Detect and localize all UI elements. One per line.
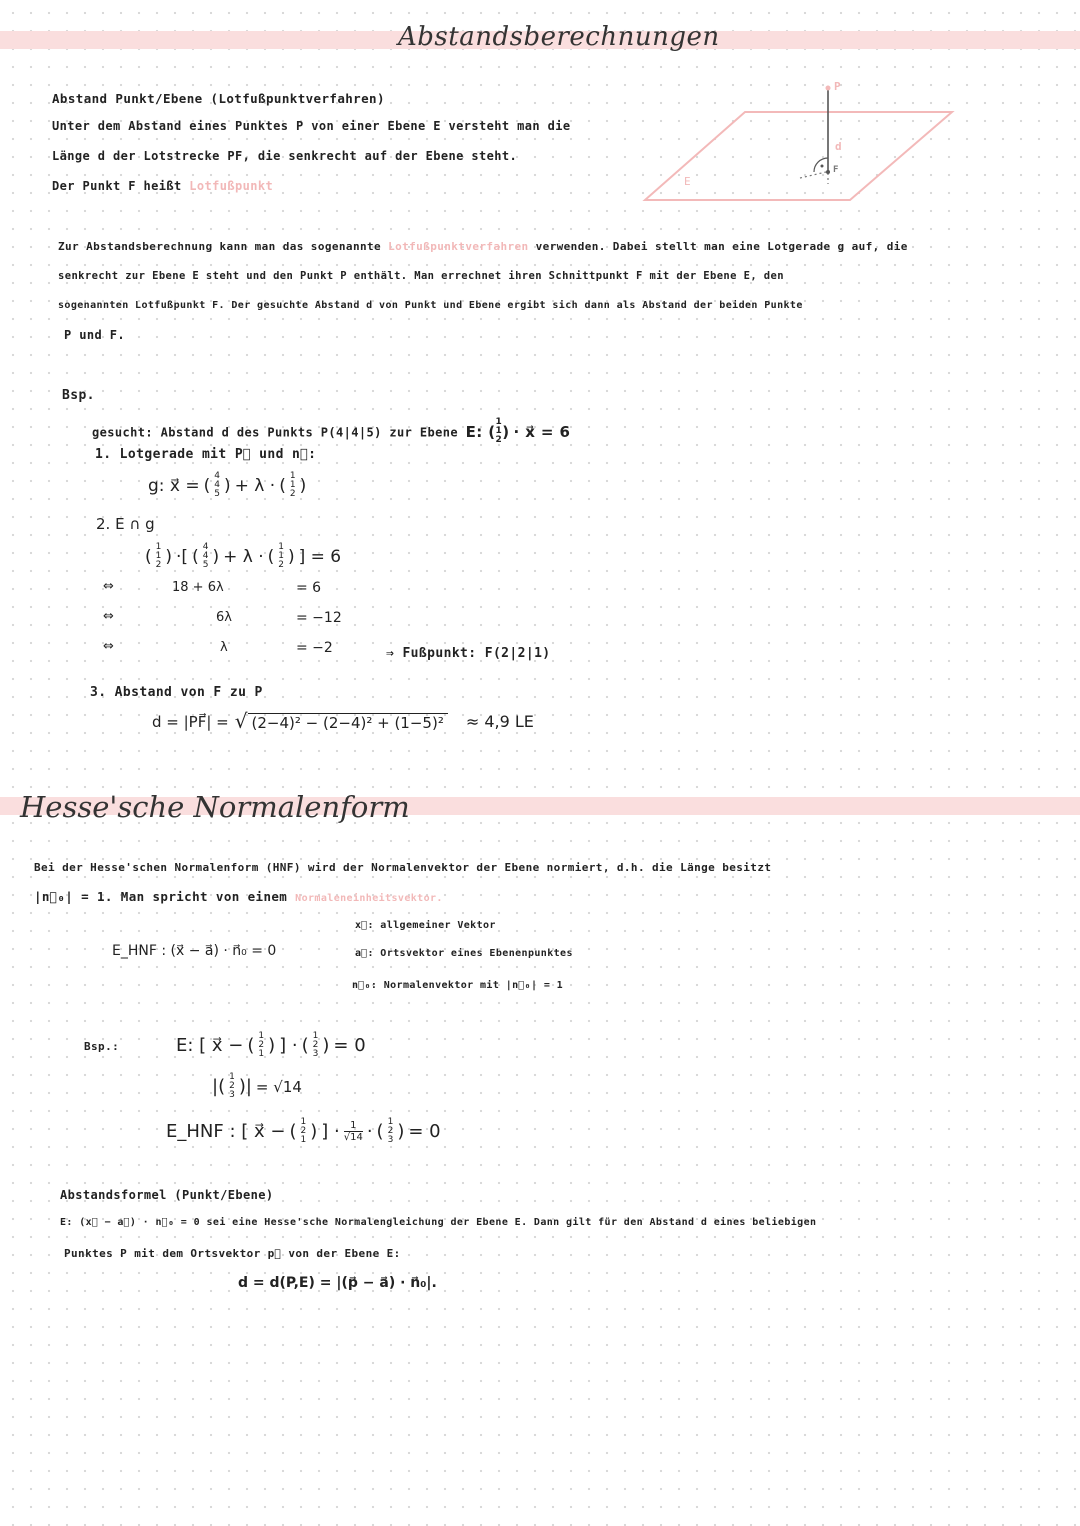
definition-line-2: Länge d der Lotstrecke PF, die senkrecht auf der Ebene steht. — [52, 149, 518, 163]
right-angle-mark — [814, 158, 828, 172]
vector-n: 1 1 2 — [289, 471, 296, 499]
term-lotfusspunkt: Lotfußpunkt — [189, 179, 274, 193]
hesse-line-1: Bei der Hesse'schen Normalenform (HNF) wird der Normalenvektor der Ebene normiert, d.h. die Länge besitzt — [34, 861, 772, 874]
term-normaleneinheitsvektor: Normaleneinheitsvektor. — [295, 893, 443, 904]
fusspunkt-result: ⇒ Fußpunkt: F(2|2|1) — [386, 646, 551, 661]
equiv-symbol-3: ⇔ — [103, 639, 114, 654]
hnf-formula: E_HNF : (x⃗ − a⃗) · n⃗₀ = 0 — [112, 943, 277, 959]
row-3-right: = −2 — [296, 640, 333, 656]
row-2-left: 6λ — [216, 610, 232, 625]
diagram-label-f: F — [833, 165, 839, 175]
hesse-example-label: Bsp.: — [84, 1040, 120, 1053]
hesse-example-norm: |( 1 2 3 )| = √14 — [212, 1072, 302, 1100]
distance-formula: d = d(P,E) = |(p⃗ − a⃗) · n⃗₀|. — [238, 1275, 437, 1291]
vector-p: 4 4 5 — [214, 471, 221, 499]
procedure-line-1: Zur Abstandsberechnung kann man das sogenannte Lotfußpunktverfahren verwenden. Dabei stellt man eine Lotgerade g auf, die — [58, 240, 908, 253]
right-angle-dot — [821, 165, 824, 168]
equiv-symbol-2: ⇔ — [103, 609, 114, 624]
row-1-left: 18 + 6λ — [172, 580, 224, 595]
point-p — [826, 86, 831, 91]
formula-line-1: E: (x⃗ − a⃗) · n⃗₀ = 0 sei eine Hesse'sche Normalengleichung der Ebene E. Dann gilt für den Abstand d eines beliebigen — [60, 1217, 817, 1228]
distance-calculation: d = |PF⃗| = √ (2−4)² − (2−4)² + (1−5)² ≈ 4,9 LE — [152, 709, 534, 733]
formula-heading: Abstandsformel (Punkt/Ebene) — [60, 1188, 274, 1202]
foot-dotted-line — [800, 172, 826, 178]
row-1-right: = 6 — [296, 580, 322, 596]
intersection-equation: ( 1 1 2 ) ·[ ( 4 4 5 ) + λ · ( 1 1 2 ) ] = 6 — [145, 542, 342, 570]
section-heading-abstand: Abstand Punkt/Ebene (Lotfußpunktverfahren) — [52, 91, 385, 106]
plane-shape — [645, 112, 952, 200]
procedure-line-4: P und F. — [64, 328, 125, 342]
row-2-right: = −12 — [296, 610, 342, 626]
step-2-label: 2. E ∩ g — [96, 515, 155, 533]
formula-line-2: Punktes P mit dem Ortsvektor p⃗ von der Ebene E: — [64, 1247, 401, 1260]
example-task: gesucht: Abstand d des Punkts P(4|4|5) zur Ebene E: ( 1 1 2 ) · x⃗ = 6 — [92, 417, 571, 445]
vector-plane-normal: 1 1 2 — [495, 417, 503, 445]
hesse-title: Hesse'sche Normalenform — [20, 790, 410, 824]
term-lotfusspunktverfahren: Lotfußpunktverfahren — [388, 240, 529, 253]
procedure-line-2: senkrecht zur Ebene E steht und den Punkt P enthält. Man errechnet ihren Schnittpunkt F mit der Ebene E, den — [58, 270, 784, 282]
procedure-line-3: sogenannten Lotfußpunkt F. Der gesuchte Abstand d von Punkt und Ebene ergibt sich dann als Abstand der beiden Punkte — [58, 300, 803, 311]
example-label: Bsp. — [62, 388, 95, 403]
step-1-label: 1. Lotgerade mit P⃗ und n⃗: — [95, 447, 317, 462]
diagram-label-d: d — [835, 140, 843, 153]
page-title: Abstandsberechnungen — [398, 22, 720, 52]
hesse-line-2: |n⃗₀| = 1. Man spricht von einem Normaleneinheitsvektor. — [34, 889, 443, 904]
legend-a: a⃗: Ortsvektor eines Ebenenpunktes — [355, 948, 573, 959]
equiv-symbol-1: ⇔ — [103, 579, 114, 594]
hesse-example-plane: E: [ x⃗ − ( 1 2 1 ) ] · ( 1 2 3 ) = 0 — [176, 1031, 366, 1059]
definition-line-3: Der Punkt F heißt Lotfußpunkt — [52, 179, 274, 193]
diagram-label-e: E — [684, 175, 692, 188]
legend-x: x⃗: allgemeiner Vektor — [355, 920, 496, 931]
lotgerade-equation: g: x⃗ = ( 4 4 5 ) + λ · ( 1 1 2 ) — [148, 471, 307, 499]
legend-n0: n⃗₀: Normalenvektor mit |n⃗₀| = 1 — [352, 980, 564, 991]
point-f — [826, 170, 830, 174]
diagram-label-p: P — [834, 80, 842, 93]
definition-line-1: Unter dem Abstand eines Punktes P von einer Ebene E versteht man die — [52, 119, 571, 133]
row-3-left: λ — [220, 640, 228, 655]
step-3-label: 3. Abstand von F zu P — [90, 685, 263, 700]
hesse-example-hnf: E_HNF : [ x⃗ − ( 1 2 1 ) ] · 1 √14 · ( 1 2 3 ) = 0 — [166, 1117, 441, 1145]
